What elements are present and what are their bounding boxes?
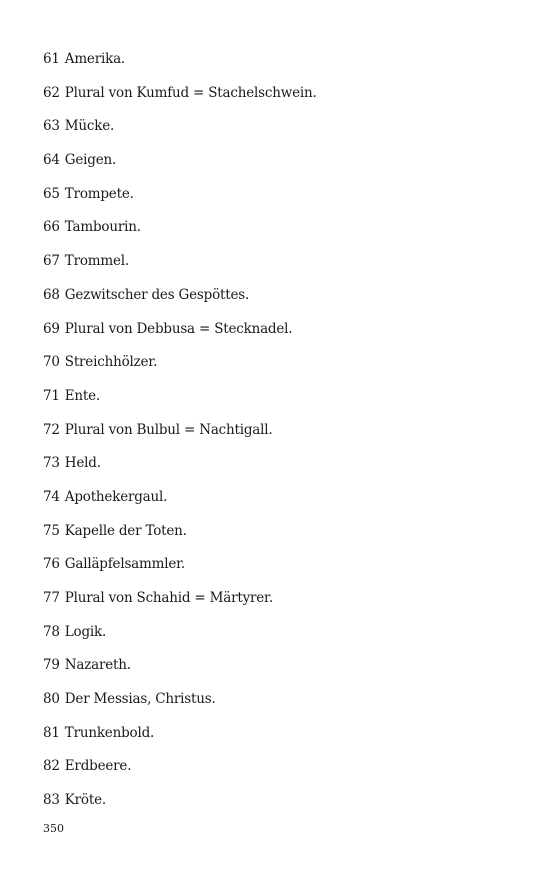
endnote-number: 78 — [43, 623, 60, 640]
endnote — [43, 520, 317, 554]
endnote-text: Held. — [64, 455, 101, 472]
endnote — [43, 82, 317, 116]
endnote-text: Mücke. — [64, 118, 115, 135]
endnote-number: 77 — [43, 590, 60, 606]
endnote-text: Kapelle der Toten. — [64, 522, 187, 539]
endnote — [43, 688, 317, 722]
endnote-text: Galläpfelsammler. — [64, 556, 185, 573]
endnote — [43, 553, 317, 587]
endnote-number: 62 — [43, 84, 60, 101]
endnote-number: 79 — [43, 657, 60, 674]
endnote-text: Amerika. — [64, 51, 126, 67]
endnote-number: 74 — [43, 488, 60, 505]
endnote — [43, 385, 317, 419]
endnote-number: 70 — [43, 354, 60, 371]
endnote — [43, 654, 317, 688]
endnote — [43, 621, 317, 655]
endnote-number: 83 — [43, 792, 60, 809]
endnote-number: 80 — [43, 691, 60, 708]
endnote — [43, 250, 317, 284]
endnote-text: Trommel. — [64, 253, 129, 270]
endnote — [43, 318, 317, 352]
endnote-text: Trompete. — [64, 185, 134, 202]
endnote-text: Streichhölzer. — [64, 354, 158, 371]
endnote-text: Der Messias, Christus. — [64, 691, 216, 708]
endnote — [43, 755, 317, 789]
endnote-number: 61 — [43, 51, 60, 67]
endnote — [43, 216, 317, 250]
endnote — [43, 284, 317, 318]
endnote-text: Apothekergaul. — [64, 488, 168, 505]
endnote-text: Plural von Kumfud = Stachelschwein. — [64, 84, 317, 101]
endnote — [43, 183, 317, 217]
endnote-number: 75 — [43, 522, 60, 539]
endnote — [43, 419, 317, 453]
endnote-number: 82 — [43, 758, 60, 775]
endnote-text: Nazareth. — [64, 657, 131, 674]
endnote-number: 81 — [43, 724, 60, 741]
endnote-text: Kröte. — [64, 792, 106, 809]
endnote-text: Trunkenbold. — [64, 724, 155, 741]
endnote-number: 73 — [43, 455, 60, 472]
endnote-text: Geigen. — [64, 152, 117, 169]
endnote-text: Plural von Bulbul = Nachtigall. — [64, 421, 273, 438]
endnote-text: Plural von Debbusa = Stecknadel. — [64, 320, 293, 337]
endnote — [43, 149, 317, 183]
endnote-number: 64 — [43, 152, 60, 169]
endnote-number: 72 — [43, 421, 60, 438]
endnote — [43, 789, 317, 823]
endnote — [43, 351, 317, 385]
endnote-text: Ente. — [64, 387, 101, 404]
endnote-text: Erdbeere. — [64, 758, 132, 775]
endnote-text: Gezwitscher des Gespöttes. — [64, 286, 250, 303]
endnote-number: 71 — [43, 387, 60, 404]
endnote-text: Tambourin. — [64, 219, 141, 236]
endnote — [43, 587, 317, 621]
endnote-number: 66 — [43, 219, 60, 236]
endnote — [43, 115, 317, 149]
endnote — [43, 452, 317, 486]
page-number: 350 — [43, 822, 64, 835]
endnote-number: 68 — [43, 286, 60, 303]
endnotes-list — [43, 48, 317, 823]
endnote — [43, 48, 317, 82]
endnote-text: Logik. — [64, 623, 107, 640]
endnote-text: Plural von Schahid = Märtyrer. — [64, 590, 273, 606]
endnote-number: 69 — [43, 320, 60, 337]
endnote — [43, 722, 317, 756]
endnote-number: 67 — [43, 253, 60, 270]
endnote-number: 76 — [43, 556, 60, 573]
endnote — [43, 486, 317, 520]
endnote-number: 63 — [43, 118, 60, 135]
endnote-number: 65 — [43, 185, 60, 202]
